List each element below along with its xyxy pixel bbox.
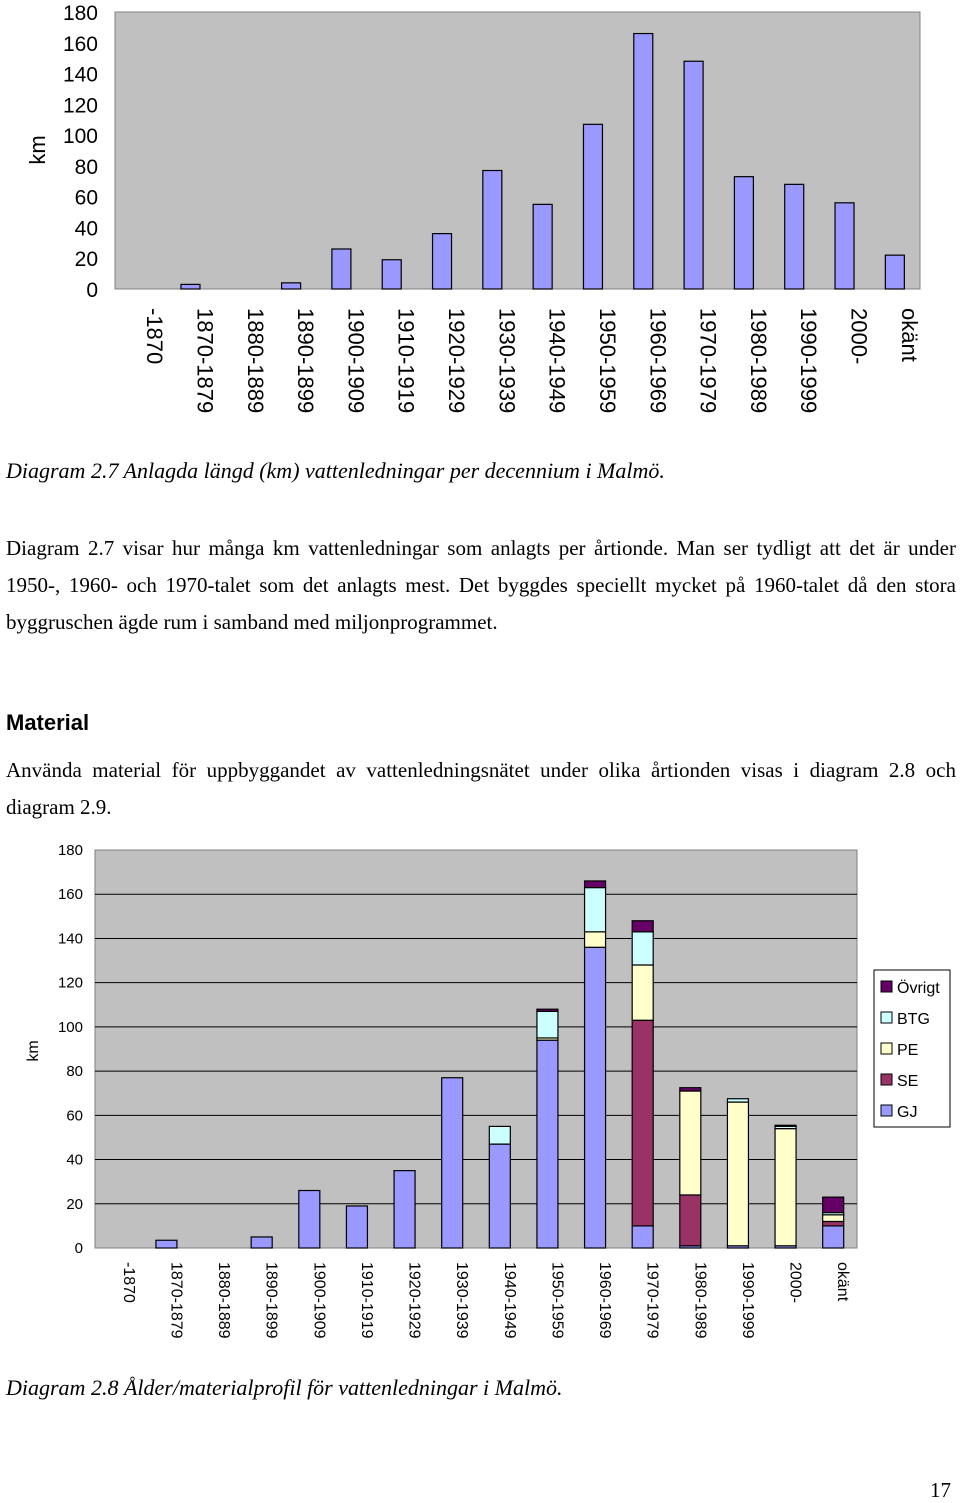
- chart-1-x-tick-label: 2000-: [846, 308, 872, 365]
- chart-1-x-tick-label: 1880-1889: [242, 308, 268, 414]
- chart-2-bar-segment: [680, 1091, 701, 1195]
- chart-2-bar-segment: [394, 1171, 415, 1248]
- chart-2-legend-swatch: [881, 1105, 892, 1116]
- chart-2-bar-segment: [632, 1020, 653, 1226]
- chart-2-y-axis-label: km: [25, 1040, 42, 1062]
- chart-1-y-tick-label: 140: [62, 63, 98, 87]
- chart-2-bar-segment: [442, 1078, 463, 1248]
- chart-1-bar: [181, 284, 200, 289]
- chart-2-legend-swatch: [881, 981, 892, 992]
- chart-1-bar: [684, 61, 703, 289]
- chart-2-y-tick-label: 100: [57, 1018, 83, 1036]
- chart-1-x-tick-label: 1990-1999: [796, 308, 822, 414]
- chart-2-x-tick-label: 1960-1969: [596, 1262, 614, 1339]
- chart-1-bar: [835, 203, 854, 289]
- chart-1-y-tick-label: 80: [74, 155, 98, 179]
- chart-2-bar-segment: [489, 1144, 510, 1248]
- chart-2-bar-segment: [585, 888, 606, 932]
- chart-1-x-tick-label: 1920-1929: [444, 308, 470, 414]
- chart-2-bar-segment: [775, 1125, 796, 1126]
- chart-2-y-tick-label: 140: [57, 930, 83, 948]
- chart-1-x-tick-label: 1890-1899: [293, 308, 319, 414]
- chart-2-bar-segment: [632, 1226, 653, 1248]
- chart-1-y-tick-label: 0: [86, 279, 98, 302]
- paragraph-material: Använda material för uppbyggandet av vattenledningsnätet under olika årtionden visas i diagram 2.8 och diagram 2.9.: [6, 758, 956, 819]
- chart-1-bar: [382, 260, 401, 289]
- chart-2-y-tick-label: 180: [57, 842, 83, 859]
- chart-2-bar-segment: [727, 1099, 748, 1102]
- chart-1-y-tick-label: 100: [62, 125, 98, 149]
- chart-1-bar: [483, 171, 502, 289]
- chart-2-x-tick-label: 1950-1959: [548, 1262, 566, 1339]
- chart-2-y-tick-label: 20: [66, 1195, 83, 1213]
- chart-2-bar-segment: [823, 1221, 844, 1225]
- chart-2-y-tick-label: 60: [66, 1107, 83, 1125]
- page-number: 17: [930, 1478, 951, 1502]
- section-heading-material: Material: [6, 710, 90, 735]
- chart-2-y-tick-label: 80: [66, 1063, 83, 1081]
- chart-2-y-tick-label: 160: [57, 886, 83, 904]
- chart-1-x-tick-label: 1900-1909: [343, 308, 369, 414]
- chart-2-bar-segment: [632, 921, 653, 932]
- chart-1-x-tick-label: 1870-1879: [192, 308, 218, 414]
- chart-2-legend-label: SE: [897, 1073, 919, 1090]
- chart-2-x-tick-label: 1910-1919: [357, 1262, 375, 1339]
- chart-2-bar-segment: [585, 881, 606, 888]
- chart-2-bar-segment: [156, 1240, 177, 1248]
- chart-2-bar-segment: [823, 1226, 844, 1248]
- chart-1-y-tick-label: 20: [74, 248, 98, 272]
- chart-2-bar-segment: [632, 932, 653, 965]
- chart-2-y-tick-label: 40: [66, 1151, 83, 1169]
- chart-2-material-profile: [0, 830, 960, 1360]
- chart-2-x-tick-label: okänt: [834, 1262, 852, 1302]
- chart-1-y-tick-label: 40: [74, 217, 98, 241]
- chart-1-bar: [885, 255, 904, 289]
- chart-2-bar-segment: [489, 1126, 510, 1144]
- chart-2-x-tick-label: 1880-1889: [215, 1262, 233, 1339]
- chart-1-bar: [282, 283, 301, 289]
- chart-2-y-tick-label: 0: [74, 1240, 83, 1257]
- chart-2-x-tick-label: 1990-1999: [738, 1262, 756, 1339]
- chart-2-x-tick-label: 1980-1989: [691, 1262, 709, 1339]
- chart-1-bar: [734, 177, 753, 289]
- chart-2-bar-segment: [585, 947, 606, 1248]
- chart-2-bar-segment: [537, 1009, 558, 1011]
- caption-diagram-2-7: Diagram 2.7 Anlagda längd (km) vattenledningar per decennium i Malmö.: [6, 458, 665, 483]
- chart-1-bar: [533, 204, 552, 289]
- chart-2-bar-segment: [727, 1102, 748, 1246]
- chart-2-bar-segment: [823, 1197, 844, 1212]
- chart-1-y-tick-label: 120: [62, 94, 98, 118]
- chart-1-y-tick-label: 160: [62, 32, 98, 56]
- chart-2-legend-label: GJ: [897, 1104, 918, 1121]
- chart-1-bar: [634, 34, 653, 289]
- chart-2-legend-label: Övrigt: [897, 980, 940, 997]
- chart-1-bar: [332, 249, 351, 289]
- chart-1-y-axis-label: km: [25, 135, 50, 165]
- chart-1-x-tick-label: okänt: [896, 308, 922, 362]
- chart-2-legend-label: PE: [897, 1042, 919, 1059]
- chart-2-x-tick-label: 1970-1979: [643, 1262, 661, 1339]
- chart-2-bar-segment: [680, 1195, 701, 1246]
- chart-2-x-tick-label: 1890-1899: [262, 1262, 280, 1339]
- chart-2-x-tick-label: 1920-1929: [405, 1262, 423, 1339]
- chart-2-bar-segment: [537, 1040, 558, 1248]
- chart-1-x-tick-label: 1960-1969: [645, 308, 671, 414]
- chart-1-x-tick-label: 1930-1939: [494, 308, 520, 414]
- chart-1-x-tick-label: 1910-1919: [393, 308, 419, 414]
- chart-1-x-tick-label: 1980-1989: [745, 308, 771, 414]
- chart-2-bar-segment: [585, 932, 606, 947]
- chart-1-y-tick-label: 180: [62, 2, 98, 25]
- chart-2-y-tick-label: 120: [57, 974, 83, 992]
- chart-2-bar-segment: [680, 1088, 701, 1091]
- chart-2-bar-segment: [346, 1206, 367, 1248]
- chart-2-x-tick-label: -1870: [119, 1262, 137, 1303]
- chart-1-x-tick-label: 1940-1949: [544, 308, 570, 414]
- chart-1-bar: [433, 234, 452, 289]
- chart-1-y-tick-label: 60: [74, 186, 98, 210]
- chart-2-legend-swatch: [881, 1074, 892, 1085]
- chart-2-x-tick-label: 1870-1879: [167, 1262, 185, 1339]
- chart-2-x-tick-label: 1930-1939: [453, 1262, 471, 1339]
- chart-2-bar-segment: [775, 1129, 796, 1246]
- chart-2-bar-segment: [823, 1215, 844, 1222]
- chart-2-bar-segment: [632, 965, 653, 1020]
- paragraph-diagram-2-7: Diagram 2.7 visar hur många km vattenledningar som anlagts per årtionde. Man ser tydligt att det är under 1950-, 1960- och 1970-talet som det anlagts mest. Det byggdes speciellt mycket på 1960-talet då den stora byggruschen ägde rum i samband med miljonprogrammet.: [6, 536, 956, 634]
- chart-2-bar-segment: [537, 1011, 558, 1038]
- chart-2-bar-segment: [299, 1191, 320, 1248]
- chart-1-x-tick-label: 1970-1979: [695, 308, 721, 414]
- chart-2-legend-swatch: [881, 1012, 892, 1023]
- caption-diagram-2-8: Diagram 2.8 Ålder/materialprofil för vattenledningar i Malmö.: [6, 1375, 563, 1400]
- chart-1-bar: [785, 184, 804, 289]
- chart-2-legend-label: BTG: [897, 1011, 930, 1028]
- chart-1-decade-lengths: [0, 0, 960, 445]
- chart-1-bar: [583, 124, 602, 289]
- chart-2-legend-swatch: [881, 1043, 892, 1054]
- chart-1-x-tick-label: 1950-1959: [594, 308, 620, 414]
- chart-2-x-tick-label: 1900-1909: [310, 1262, 328, 1339]
- chart-1-x-tick-label: -1870: [142, 308, 168, 365]
- chart-2-x-tick-label: 2000-: [786, 1262, 804, 1303]
- chart-2-bar-segment: [251, 1237, 272, 1248]
- chart-2-x-tick-label: 1940-1949: [500, 1262, 518, 1339]
